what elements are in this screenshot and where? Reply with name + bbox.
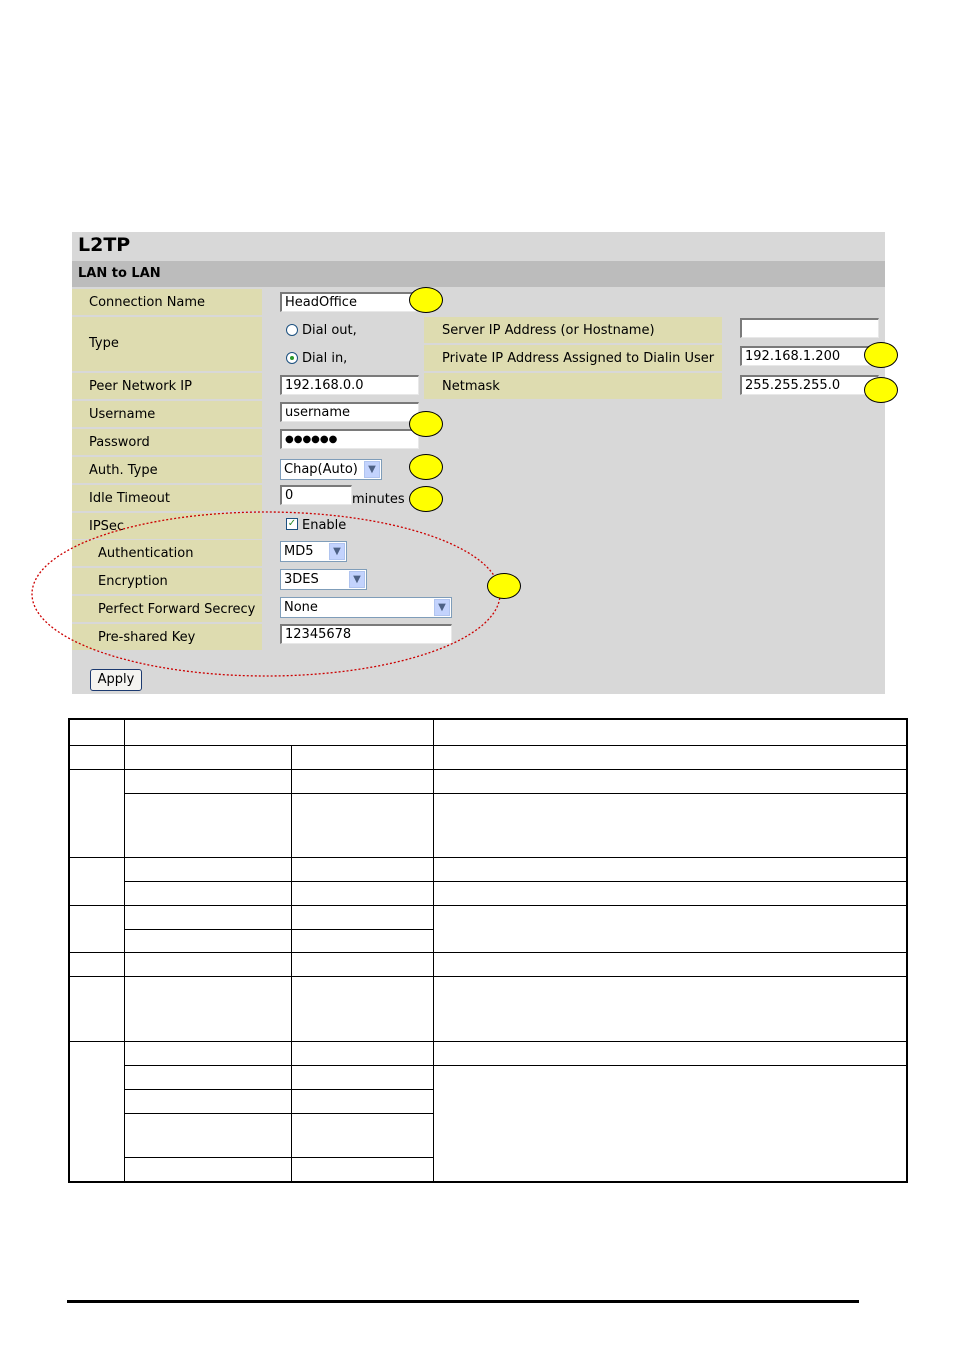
auth-type-select[interactable]: [280, 459, 382, 480]
idle-timeout-unit: minutes: [352, 492, 405, 507]
ipsec-enable-label: Enable: [302, 518, 347, 533]
table-border-bottom: [68, 1181, 908, 1183]
l2tp-panel: [72, 232, 885, 694]
private-ip-input[interactable]: 192.168.1.200: [740, 346, 879, 366]
ipsec-value-cell: [264, 513, 885, 539]
server-ip-label-cell: [424, 317, 722, 343]
table-row-divider: [68, 769, 908, 770]
table-row-divider: [68, 1041, 908, 1042]
chevron-down-icon: ▼: [349, 571, 365, 588]
encryption-label-cell: [72, 568, 262, 594]
netmask-label-cell: [424, 373, 722, 399]
authentication-label: Authentication: [98, 546, 194, 561]
dial-out-cell: [264, 317, 422, 343]
username-label: Username: [89, 407, 156, 422]
table-row-divider: [68, 976, 908, 977]
psk-label: Pre-shared Key: [98, 630, 196, 645]
ipsec-label: IPSec: [89, 519, 125, 534]
auth-type-label: Auth. Type: [89, 463, 158, 478]
password-label: Password: [89, 435, 150, 450]
table-row-divider: [124, 1065, 908, 1066]
password-input[interactable]: ●●●●●●: [280, 429, 419, 449]
apply-button[interactable]: Apply: [90, 669, 142, 691]
auth-type-value-cell: [264, 457, 885, 483]
password-label-cell: [72, 429, 262, 455]
psk-label-cell: [72, 624, 262, 650]
footer-rule: [67, 1300, 859, 1303]
encryption-label: Encryption: [98, 574, 168, 589]
server-ip-label: Server IP Address (or Hostname): [442, 323, 655, 338]
netmask-input[interactable]: 255.255.255.0: [740, 375, 879, 395]
ipsec-label-cell: [72, 513, 262, 539]
panel-title-bar: [72, 232, 885, 260]
auth-type-label-cell: [72, 457, 262, 483]
section-title: LAN to LAN: [78, 266, 161, 281]
table-row-divider: [124, 1089, 434, 1090]
type-label: Type: [89, 336, 119, 351]
table-row-divider: [124, 929, 434, 930]
table-row-divider: [124, 881, 908, 882]
table-row-divider: [68, 905, 908, 906]
private-ip-label: Private IP Address Assigned to Dialin User: [442, 351, 715, 366]
chevron-down-icon: ▼: [364, 461, 380, 478]
table-border-top: [68, 718, 908, 720]
idle-timeout-label-cell: [72, 485, 262, 511]
idle-timeout-value-cell: [264, 485, 885, 511]
table-row-divider: [68, 952, 908, 953]
peer-network-ip-input[interactable]: 192.168.0.0: [280, 375, 419, 395]
table-border-left: [68, 718, 70, 1183]
username-input[interactable]: username: [280, 402, 419, 422]
username-value-cell: [264, 401, 885, 427]
table-col-divider: [291, 746, 292, 1183]
dial-out-radio[interactable]: [286, 324, 298, 336]
table-row-divider: [124, 793, 908, 794]
authentication-value-cell: [264, 540, 885, 566]
table-row-divider: [68, 857, 908, 858]
pfs-value-cell: [264, 596, 885, 622]
auth-type-selected: Chap(Auto): [284, 462, 358, 477]
callout-marker: [409, 454, 443, 480]
encryption-selected: 3DES: [284, 572, 319, 587]
callout-marker: [409, 287, 443, 313]
pfs-label-cell: [72, 596, 262, 622]
psk-input[interactable]: 12345678: [280, 624, 452, 644]
dial-in-label: Dial in,: [302, 351, 348, 366]
page-title: L2TP: [78, 234, 131, 256]
pfs-select[interactable]: [280, 597, 452, 618]
private-ip-value-cell: [724, 345, 885, 371]
encryption-select[interactable]: [280, 569, 367, 590]
chevron-down-icon: ▼: [329, 543, 345, 560]
dial-in-cell: [264, 345, 422, 371]
ipsec-enable-checkbox[interactable]: ✓: [287, 518, 297, 529]
connection-name-label: Connection Name: [89, 295, 206, 310]
table-row-divider: [124, 1157, 434, 1158]
peer-network-ip-label-cell: [72, 373, 262, 399]
chevron-down-icon: ▼: [434, 599, 450, 616]
password-value-cell: [264, 429, 885, 455]
callout-marker: [864, 377, 898, 403]
psk-value-cell: [264, 624, 885, 650]
table-border-right: [906, 718, 908, 1183]
idle-timeout-input[interactable]: 0: [280, 485, 352, 505]
dial-in-radio[interactable]: [286, 352, 298, 364]
idle-timeout-label: Idle Timeout: [89, 491, 170, 506]
callout-marker: [487, 573, 521, 599]
netmask-value-cell: [724, 373, 885, 399]
connection-name-input[interactable]: HeadOffice: [280, 292, 417, 312]
server-ip-value-cell: [724, 317, 885, 343]
pfs-selected: None: [284, 600, 318, 615]
server-ip-input[interactable]: [740, 318, 879, 338]
peer-network-ip-label: Peer Network IP: [89, 379, 192, 394]
callout-marker: [409, 486, 443, 512]
section-header: [72, 261, 885, 287]
table-row-divider: [124, 1113, 434, 1114]
username-label-cell: [72, 401, 262, 427]
connection-name-value-cell: [264, 289, 885, 315]
authentication-label-cell: [72, 540, 262, 566]
authentication-select[interactable]: [280, 541, 347, 562]
netmask-label: Netmask: [442, 379, 500, 394]
peer-network-ip-value-cell: [264, 373, 422, 399]
authentication-selected: MD5: [284, 544, 314, 559]
encryption-value-cell: [264, 568, 885, 594]
connection-name-label-cell: [72, 289, 262, 315]
pfs-label: Perfect Forward Secrecy: [98, 602, 256, 617]
table-row-divider: [68, 745, 908, 746]
dial-out-label: Dial out,: [302, 323, 357, 338]
private-ip-label-cell: [424, 345, 722, 371]
callout-marker: [864, 342, 898, 368]
type-label-cell: [72, 317, 262, 371]
reference-table: [68, 718, 908, 1183]
callout-marker: [409, 411, 443, 437]
